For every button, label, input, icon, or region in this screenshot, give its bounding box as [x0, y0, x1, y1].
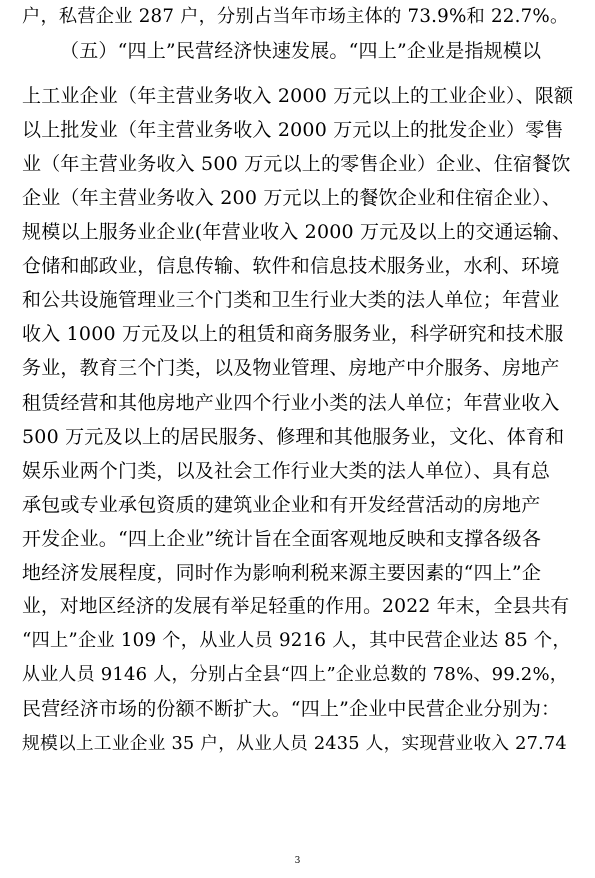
- text-line-13: 500 万元及以上的居民服务、修理和其他服务业，文化、体育和: [22, 426, 565, 448]
- text-line-15: 承包或专业承包资质的建筑业企业和有开发经营活动的房地产: [22, 494, 541, 516]
- text-line-20: 从业人员 9146 人，分别占全县“四上”企业总数的 78%、99.2%，: [22, 664, 568, 685]
- text-line-10: 收入 1000 万元及以上的租赁和商务服务业，科学研究和技术服: [22, 323, 564, 345]
- text-line-4: 以上批发业（年主营业务收入 2000 万元以上的批发企业）零售: [22, 119, 564, 141]
- text-line-2: （五）“四上”民营经济快速发展。“四上”企业是指规模以: [60, 40, 542, 62]
- text-line-9: 和公共设施管理业三个门类和卫生行业大类的法人单位；年营业: [22, 289, 560, 311]
- text-line-6: 企业（年主营业务收入 200 万元以上的餐饮企业和住宿企业）、: [22, 187, 562, 209]
- text-line-11: 务业，教育三个门类，以及物业管理、房地产中介服务、房地产: [22, 357, 560, 379]
- text-line-17: 地经济发展程度，同时作为影响利税来源主要因素的“四上”企: [22, 562, 542, 584]
- text-line-21: 民营经济市场的份额不断扩大。“四上”企业中民营企业分别为：: [22, 698, 561, 720]
- text-line-18: 业，对地区经济的发展有举足轻重的作用。2022 年末，全县共有: [22, 596, 570, 617]
- text-line-7: 规模以上服务业企业(年营业收入 2000 万元及以上的交通运输、: [22, 221, 572, 243]
- text-line-22: 规模以上工业企业 35 户，从业人员 2435 人，实现营业收入 27.74: [22, 734, 567, 754]
- text-line-14: 娱乐业两个门类，以及社会工作行业大类的法人单位）、具有总: [22, 460, 551, 482]
- text-line-3: 上工业企业（年主营业务收入 2000 万元以上的工业企业）、限额: [22, 85, 574, 107]
- text-line-8: 仓储和邮政业，信息传输、软件和信息技术服务业，水利、环境: [22, 255, 560, 277]
- page-number: 3: [294, 856, 301, 866]
- text-line-5: 业（年主营业务收入 500 万元以上的零售企业）企业、住宿餐饮: [22, 153, 571, 175]
- text-line-16: 开发企业。“四上企业”统计旨在全面客观地反映和支撑各级各: [22, 528, 542, 550]
- text-line-19: “四上”企业 109 个，从业人员 9216 人，其中民营企业达 85 个，: [22, 630, 571, 651]
- text-line-12: 租赁经营和其他房地产业四个行业小类的法人单位；年营业收入: [22, 392, 560, 414]
- text-line-1: 户，私营企业 287 户，分别占当年市场主体的 73.9%和 22.7%。: [22, 6, 569, 27]
